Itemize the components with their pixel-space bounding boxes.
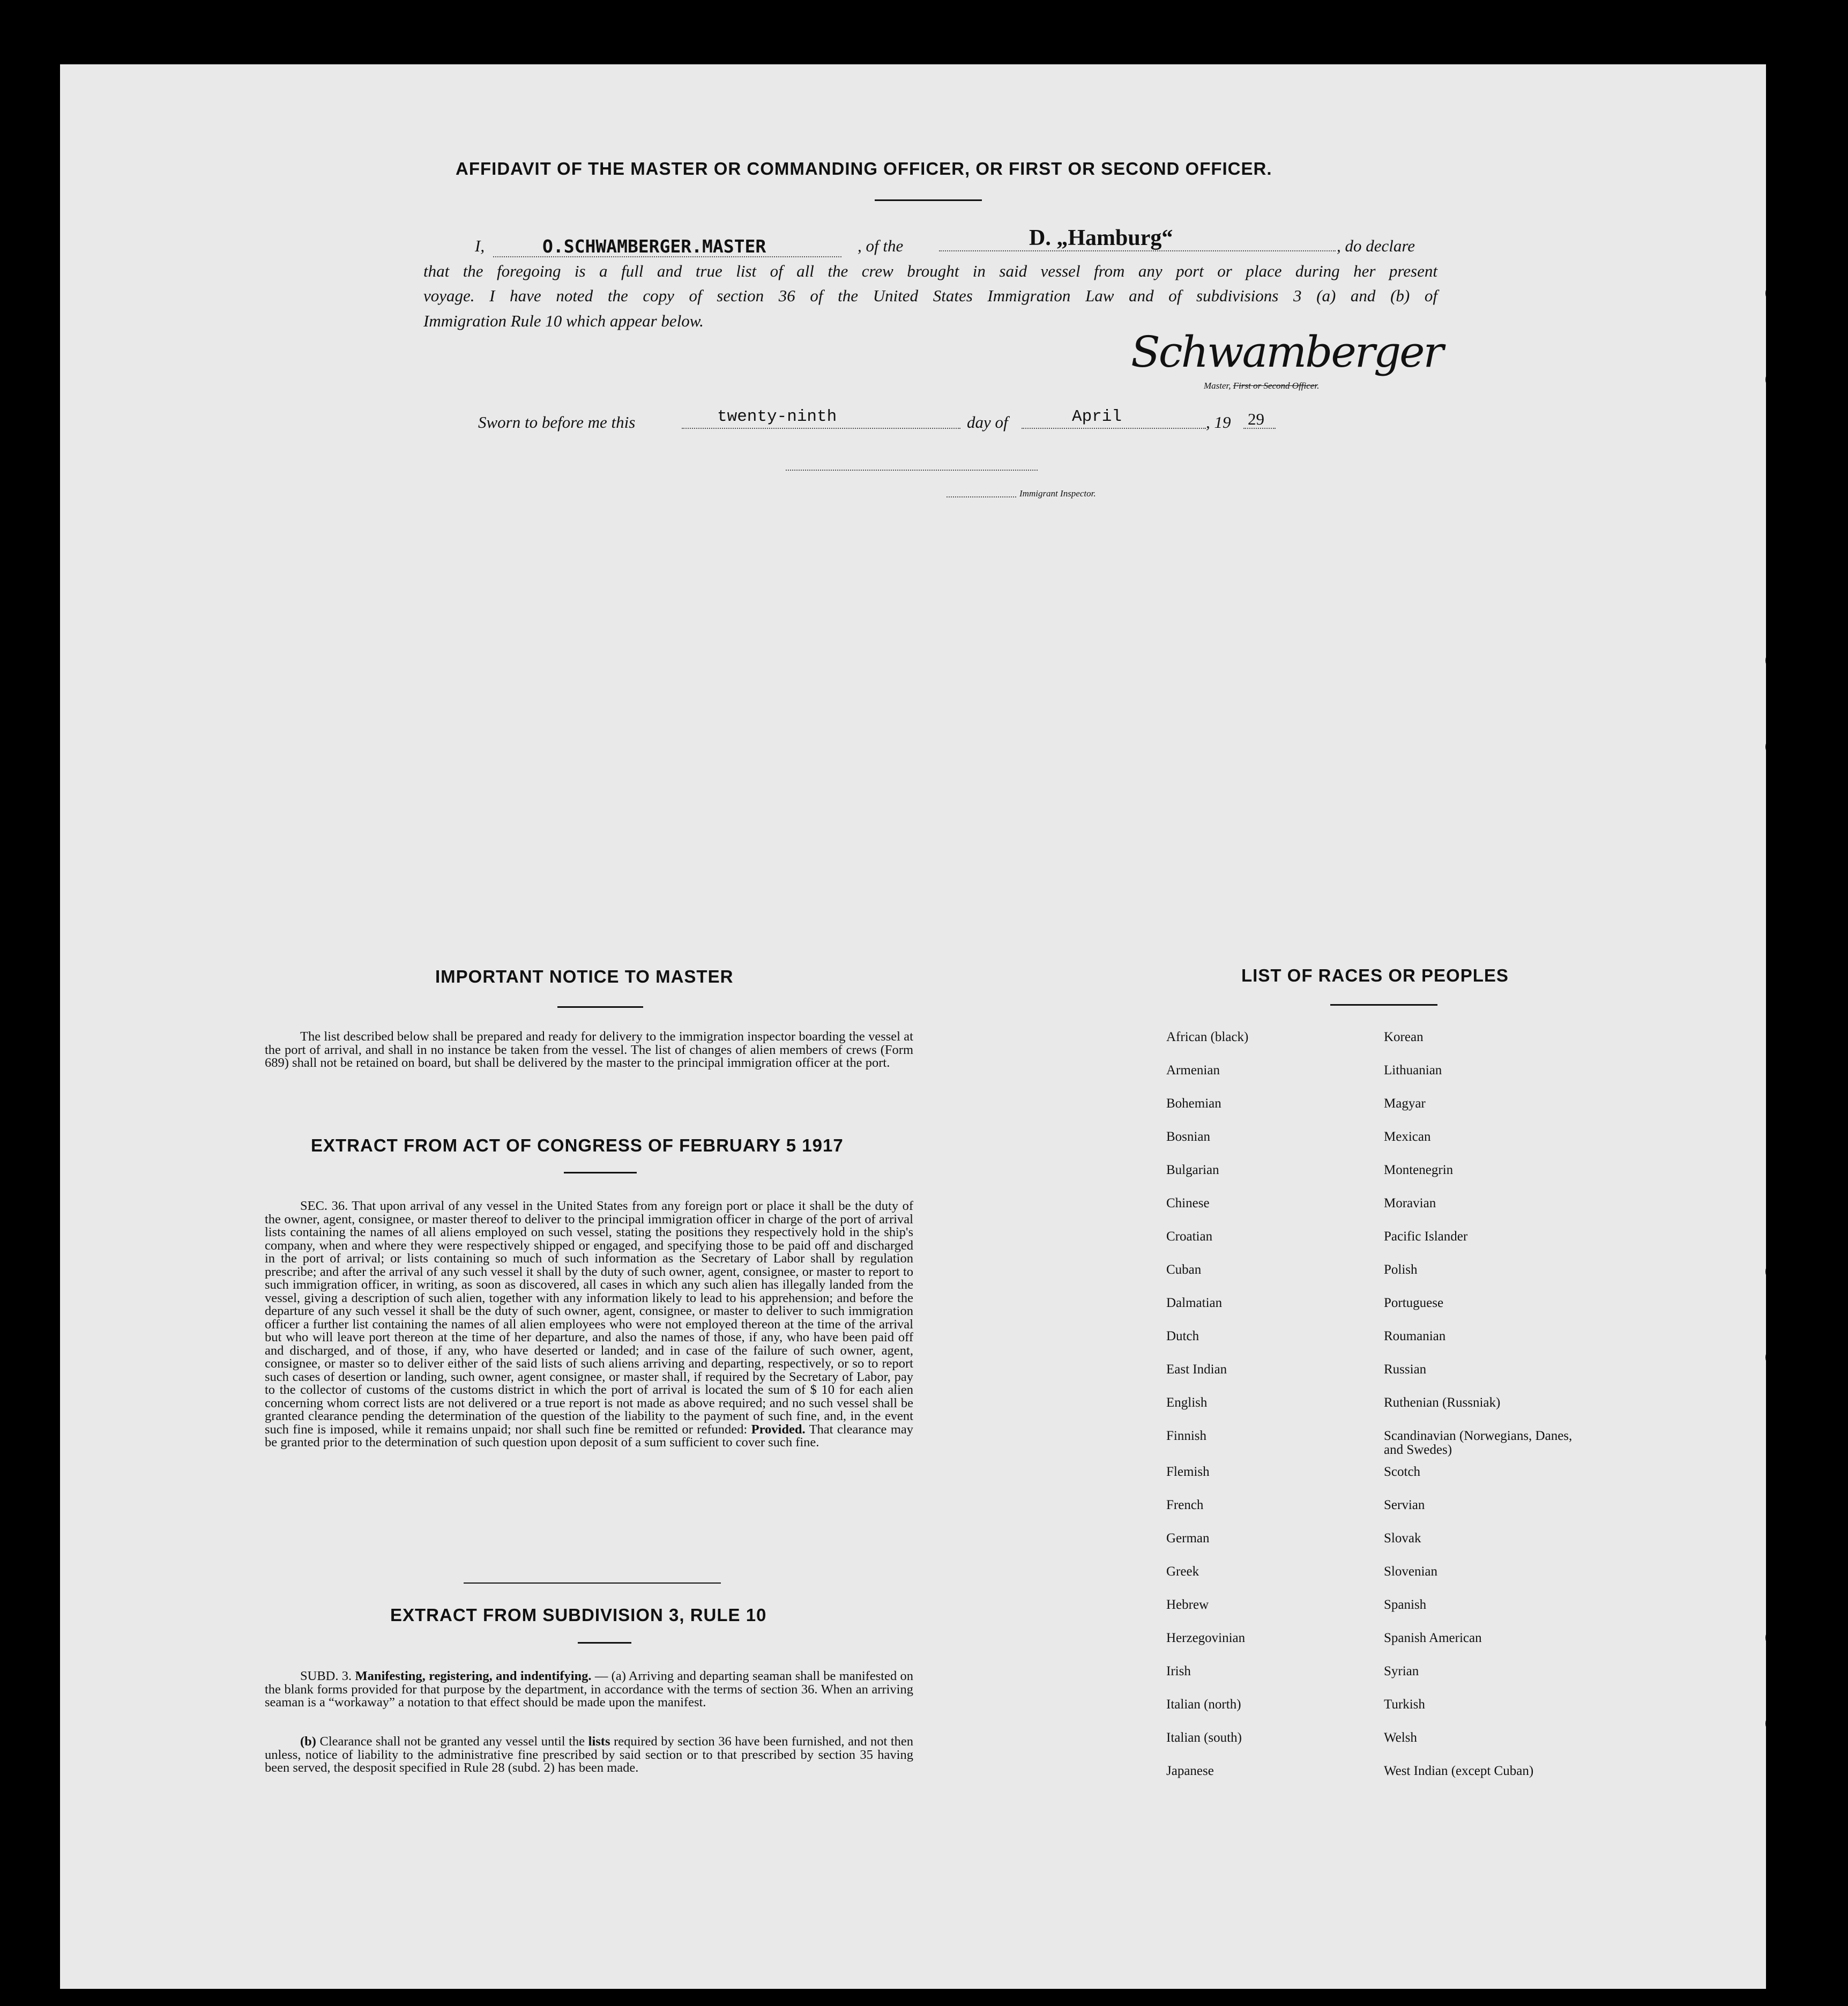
- punch-hole: [1765, 1627, 1787, 1648]
- race-item: Bosnian: [1166, 1130, 1210, 1144]
- month-line: [1022, 428, 1206, 429]
- sworn-label: Sworn to before me this: [478, 413, 636, 432]
- race-item: French: [1166, 1498, 1204, 1512]
- punch-hole: [1765, 1261, 1787, 1282]
- race-item: Ruthenian (Russniak): [1384, 1395, 1501, 1410]
- race-item: Polish: [1384, 1262, 1418, 1277]
- affidavit-title: AFFIDAVIT OF THE MASTER OR COMMANDING OFFICER, OR FIRST OR SECOND OFFICER.: [456, 159, 1272, 179]
- subd-para-a-text: — (a) Arriving and departing seaman shall be manifested on the blank forms provided for that purpose by the department, in accordance with the terms of section 36. When an arriving seaman is a “workaway” a notation to that effect should be made upon the manifest.: [265, 1669, 914, 1710]
- race-item: Irish: [1166, 1664, 1191, 1678]
- act-text: [265, 1200, 913, 1450]
- act-title: EXTRACT FROM ACT OF CONGRESS OF FEBRUARY 5 1917: [311, 1135, 844, 1155]
- subdivision-rule: [578, 1642, 631, 1644]
- punch-hole: [1765, 1347, 1787, 1368]
- race-item: Slovenian: [1384, 1564, 1437, 1579]
- race-item: Russian: [1384, 1362, 1427, 1377]
- day-line: [682, 428, 960, 429]
- race-item: Scandinavian (Norwegians, Danes, and Swedes): [1384, 1429, 1573, 1457]
- subd-b-text-2: required by section 36 have been furnished, and not then unless, notice of liability to the administrative fine prescribed by said section or to that prescribed by section 35 having been served, the desposit specified in Rule 28 (subd. 2) has been made.: [265, 1734, 914, 1775]
- punch-hole: [1765, 1713, 1787, 1734]
- do-declare-label: , do declare: [1337, 236, 1415, 255]
- race-item: Roumanian: [1384, 1329, 1446, 1343]
- affidavit-line-4: Immigration Rule 10 which appear below.: [423, 311, 704, 330]
- act-section-text-end: That clearance may be granted prior to the determination of such question upon deposit of a sum sufficient to cover such fine.: [265, 1422, 914, 1450]
- master-signature: Schwamberger: [1131, 327, 1442, 377]
- races-rule: [1330, 1004, 1437, 1006]
- notice-rule: [557, 1006, 643, 1008]
- subd-heading: Manifesting, registering, and indentifying.: [355, 1669, 592, 1683]
- race-item: Bulgarian: [1166, 1163, 1219, 1177]
- race-item: English: [1166, 1395, 1208, 1410]
- race-item: Spanish: [1384, 1598, 1427, 1612]
- race-item: Welsh: [1384, 1730, 1417, 1745]
- act-provided: Provided.: [751, 1422, 806, 1437]
- master-name: O.SCHWAMBERGER.MASTER: [542, 236, 766, 257]
- struck-officer-label: First or Second Officer: [1233, 381, 1317, 391]
- race-item: Mexican: [1384, 1130, 1431, 1144]
- subdivision-para-b: [265, 1735, 913, 1775]
- race-item: Bohemian: [1166, 1096, 1221, 1111]
- races-title: LIST OF RACES OR PEOPLES: [1241, 965, 1509, 985]
- race-item: Lithuanian: [1384, 1063, 1442, 1078]
- master-word: Master,: [1204, 381, 1231, 391]
- day-of-label: day of: [967, 413, 1008, 432]
- race-item: Cuban: [1166, 1262, 1202, 1277]
- year-prefix: , 19: [1206, 413, 1231, 432]
- race-item: Greek: [1166, 1564, 1199, 1579]
- race-item: Portuguese: [1384, 1296, 1444, 1310]
- race-item: Servian: [1384, 1498, 1425, 1512]
- race-item: Italian (north): [1166, 1697, 1241, 1712]
- title-rule: [875, 199, 982, 201]
- subd-label: SUBD. 3.: [300, 1669, 352, 1683]
- affidavit-line-3: voyage. I have noted the copy of section 36 of the United States Immigration Law and of subdivisions 3 (a) and (b) of: [423, 286, 1437, 305]
- race-item: Spanish American: [1384, 1631, 1482, 1645]
- race-item: German: [1166, 1531, 1210, 1546]
- subd-b-label: (b): [300, 1734, 316, 1749]
- race-item: Slovak: [1384, 1531, 1421, 1546]
- race-item: Herzegovinian: [1166, 1631, 1246, 1645]
- of-the-label: , of the: [858, 236, 904, 255]
- race-item: Flemish: [1166, 1465, 1210, 1479]
- punch-hole: [1765, 736, 1787, 757]
- race-item: Chinese: [1166, 1196, 1210, 1210]
- race-item: Croatian: [1166, 1229, 1213, 1244]
- race-item: Korean: [1384, 1030, 1424, 1044]
- sworn-month: April: [1072, 407, 1122, 426]
- sworn-day: twenty-ninth: [717, 407, 837, 426]
- race-item: Scotch: [1384, 1465, 1421, 1479]
- year-suffix: 29: [1248, 410, 1264, 428]
- race-item: Syrian: [1384, 1664, 1419, 1678]
- race-item: Dalmatian: [1166, 1296, 1223, 1310]
- race-item: Armenian: [1166, 1063, 1220, 1078]
- race-item: Moravian: [1384, 1196, 1436, 1210]
- race-item: Italian (south): [1166, 1730, 1242, 1745]
- act-bottom-rule: [464, 1582, 721, 1584]
- notice-text: The list described below shall be prepared and ready for delivery to the immigration inspector boarding the vessel at the port of arrival, and shall in no instance be taken from the vessel. The list of changes of alien members of crews (Form 689) shall not be retained on board, but shall be delivered by the master to the principal immigration officer at the port.: [265, 1029, 913, 1070]
- master-label: Master, First or Second Officer.: [1204, 381, 1320, 391]
- act-rule: [564, 1172, 637, 1173]
- race-item: Pacific Islander: [1384, 1229, 1468, 1244]
- punch-hole: [1765, 369, 1787, 390]
- subdivision-title: EXTRACT FROM SUBDIVISION 3, RULE 10: [390, 1605, 767, 1625]
- vessel-name: D. „Hamburg“: [1029, 226, 1173, 250]
- notice-title: IMPORTANT NOTICE TO MASTER: [435, 967, 734, 986]
- race-item: African (black): [1166, 1030, 1249, 1044]
- inspector-label: Immigrant Inspector.: [1019, 488, 1096, 499]
- race-item: Japanese: [1166, 1764, 1214, 1778]
- subdivision-para-a: [265, 1670, 913, 1710]
- race-item: East Indian: [1166, 1362, 1227, 1377]
- inspector-line: [947, 496, 1016, 497]
- i-label: I,: [475, 236, 485, 255]
- race-item: Finnish: [1166, 1429, 1207, 1443]
- punch-hole: [1765, 283, 1787, 304]
- punch-hole: [1765, 650, 1787, 671]
- race-item: Turkish: [1384, 1697, 1425, 1712]
- inspector-signature-line: [786, 470, 1038, 471]
- race-item: Montenegrin: [1384, 1163, 1454, 1177]
- act-section-text: SEC. 36. That upon arrival of any vessel in the United States from any foreign port or place it shall be the duty of the owner, agent, consignee, or master thereof to deliver to the principal immigration officer in charge of the port of arrival lists containing the names of all aliens employed on such vessel, stating the positions they respectively hold in the ship's company, when and where they were respectively shipped or engaged, and specifying those to be paid off and discharged in the port of arrival; or lists containing so much of such information as the Secretary of Labor shall by regulation prescribe; and after the arrival of any such vessel it shall by the duty of such owner, agent, consignee, or master to report to such immigration officer, in writing, as soon as discovered, all cases in which any such alien has illegally landed from the vessel, giving a description of such alien, together with any information likely to lead to his apprehension; and before the departure of any such vessel it shall be the duty of such owner, agent, consignee, or master to deliver to such immigration officer a further list containing the names of all alien employees who were not employed thereon at the time of the arrival but who will leave port thereon at the time of her departure, and also the names of those, if any, who have been paid off and discharged, and of those, if any, who have deserted or landed; and in case of the failure of such owner, agent, consignee, or master so to deliver either of the said lists of such aliens arriving and departing, respectively, or so to report such cases of desertion or landing, such owner, agent consignee, or master shall, if required by the Secretary of Labor, pay to the collector of customs of the customs district in which the port of arrival is located the sum of $ 10 for each alien concerning whom correct lists are not delivered or a true report is not made as above required; and no such vessel shall be granted clearance pending the determination of the question of the liability to the payment of such fine, and, in the event such fine is imposed, while it remains unpaid; nor shall such fine be remitted or refunded:: [265, 1199, 913, 1437]
- race-item: Magyar: [1384, 1096, 1426, 1111]
- affidavit-line-2: that the foregoing is a full and true list of all the crew brought in said vessel from any port or place during her present: [423, 262, 1437, 280]
- race-item: Dutch: [1166, 1329, 1199, 1343]
- race-item: Hebrew: [1166, 1598, 1209, 1612]
- subd-b-lists: lists: [588, 1734, 610, 1749]
- race-item: West Indian (except Cuban): [1384, 1764, 1534, 1778]
- subd-b-text-1: Clearance shall not be granted any vessel until the: [319, 1734, 585, 1749]
